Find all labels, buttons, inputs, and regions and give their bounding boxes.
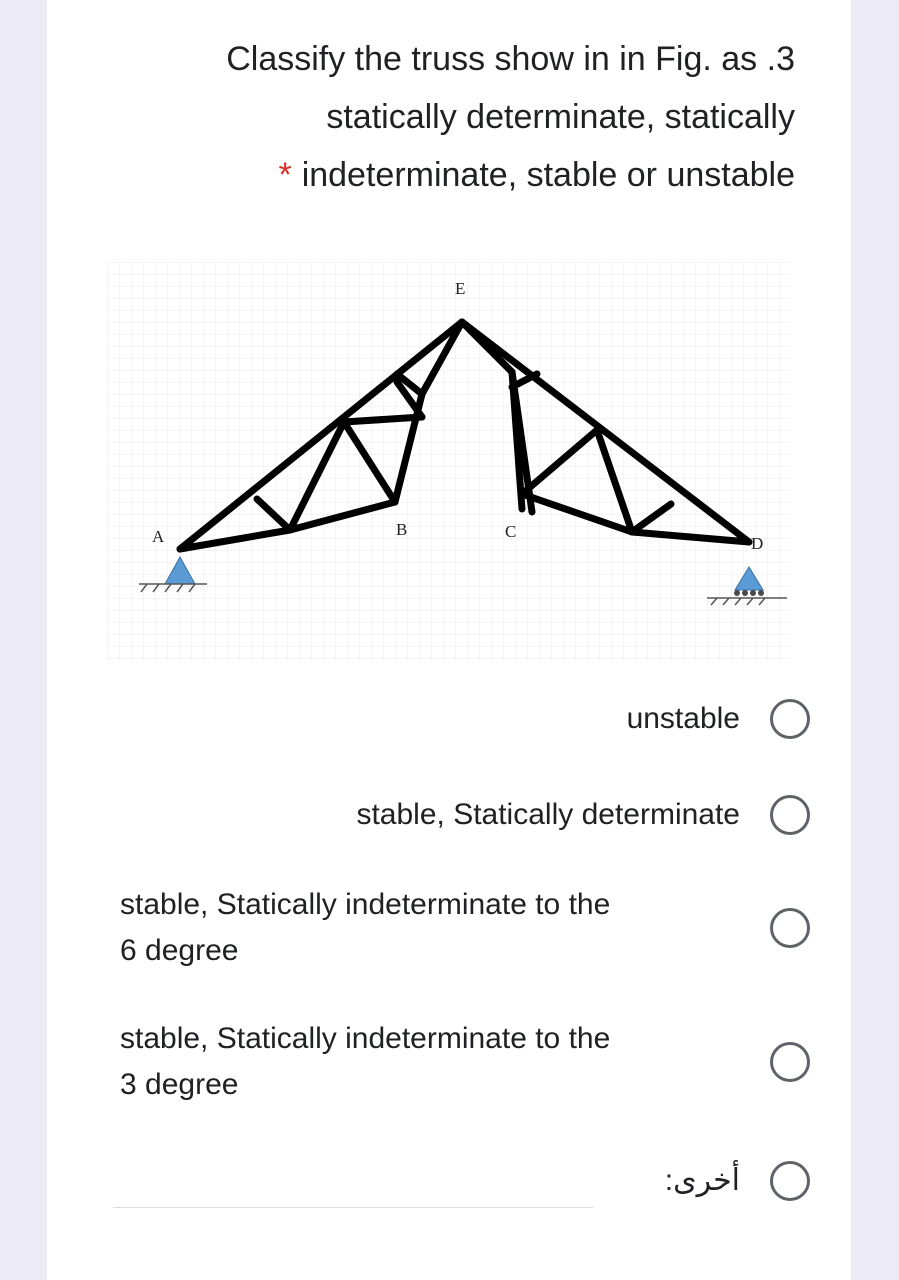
option-label — [120, 1016, 610, 1108]
option-indeterminate-6[interactable] — [120, 882, 810, 974]
label-b: B — [396, 520, 408, 539]
option-label — [120, 882, 610, 974]
option-label-line-2: 6 degree — [120, 934, 239, 967]
truss-figure — [107, 262, 790, 660]
radio-button[interactable] — [770, 1042, 810, 1082]
label-a: A — [152, 527, 165, 546]
radio-button[interactable] — [770, 908, 810, 948]
question-line-3-wrap — [100, 146, 795, 204]
option-label: stable, Statically determinate — [356, 798, 740, 831]
option-label-line-1: stable, Statically indeterminate to the — [120, 888, 611, 921]
radio-button[interactable] — [770, 699, 810, 739]
option-label: unstable — [626, 702, 740, 735]
question-line-2: statically determinate, statically — [326, 98, 795, 136]
other-text-input[interactable] — [113, 1207, 593, 1208]
option-indeterminate-3[interactable] — [120, 1016, 810, 1108]
radio-button[interactable] — [770, 1161, 810, 1201]
grid-background — [107, 262, 790, 660]
question-line-1: Classify the truss show in in Fig. as .3 — [226, 40, 795, 78]
option-label-line-2: 3 degree — [120, 1068, 239, 1101]
option-label: أخرى: — [664, 1164, 740, 1197]
required-asterisk: * — [278, 156, 292, 194]
option-stable-determinate[interactable] — [120, 792, 810, 838]
option-other[interactable] — [120, 1158, 810, 1204]
label-d: D — [751, 534, 764, 553]
option-label-line-1: stable, Statically indeterminate to the — [120, 1022, 611, 1055]
question-line-3: indeterminate, stable or unstable — [301, 156, 795, 194]
option-unstable[interactable] — [120, 696, 810, 742]
radio-button[interactable] — [770, 795, 810, 835]
question-title — [100, 30, 795, 204]
label-c: C — [505, 522, 517, 541]
label-e: E — [455, 279, 466, 298]
